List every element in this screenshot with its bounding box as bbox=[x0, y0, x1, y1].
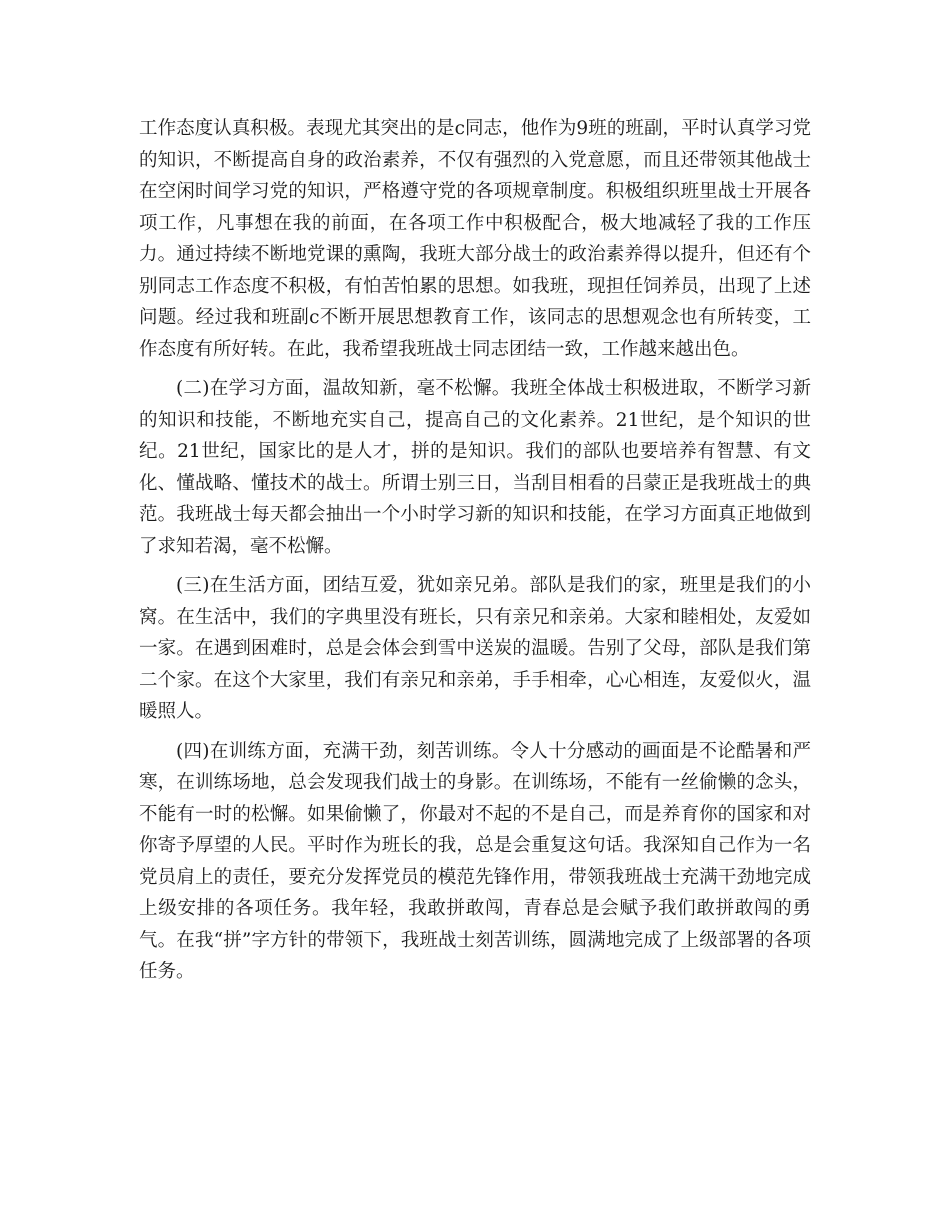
document-body bbox=[139, 113, 811, 996]
paragraph-training: (四)在训练方面，充满干劲，刻苦训练。令人十分感动的画面是不论酷暑和严寒，在训练场地，总会发现我们战士的身影。在训练场，不能有一丝偷懒的念头，不能有一时的松懈。如果偷懒了，你最对不起的不是自己，而是养育你的国家和对你寄予厚望的人民。平时作为班长的我，总是会重复这句话。我深知自己作为一名党员肩上的责任，要充分发挥党员的模范先锋作用，带领我班战士充满干劲地完成上级安排的各项任务。我年轻，我敢拼敢闯，青春总是会赋予我们敢拼敢闯的勇气。在我“拼”字方针的带领下，我班战士刻苦训练，圆满地完成了上级部署的各项任务。 bbox=[139, 740, 811, 982]
paragraph-work-attitude: 工作态度认真积极。表现尤其突出的是c同志，他作为9班的班副，平时认真学习党的知识，不断提高自身的政治素养，不仅有强烈的入党意愿，而且还带领其他战士在空闲时间学习党的知识，严格遵守党的各项规章制度。积极组织班里战士开展各项工作，凡事想在我的前面，在各项工作中积极配合，极大地减轻了我的工作压力。通过持续不断地党课的熏陶，我班大部分战士的政治素养得以提升，但还有个别同志工作态度不积极，有怕苦怕累的思想。如我班，现担任饲养员，出现了上述问题。经过我和班副c不断开展思想教育工作，该同志的思想观念也有所转变，工作态度有所好转。在此，我希望我班战士同志团结一致，工作越来越出色。 bbox=[139, 118, 811, 360]
paragraph-study: (二)在学习方面，温故知新，毫不松懈。我班全体战士积极进取，不断学习新的知识和技能，不断地充实自己，提高自己的文化素养。21世纪，是个知识的世纪。21世纪，国家比的是人才，拼的是知识。我们的部队也要培养有智慧、有文化、懂战略、懂技术的战士。所谓士别三日，当刮目相看的吕蒙正是我班战士的典范。我班战士每天都会抽出一个小时学习新的知识和技能，在学习方面真正地做到了求知若渴，毫不松懈。 bbox=[139, 378, 811, 557]
paragraph-life: (三)在生活方面，团结互爱，犹如亲兄弟。部队是我们的家，班里是我们的小窝。在生活中，我们的字典里没有班长，只有亲兄和亲弟。大家和睦相处，友爱如一家。在遇到困难时，总是会体会到雪中送炭的温暖。告别了父母，部队是我们第二个家。在这个大家里，我们有亲兄和亲弟，手手相牵，心心相连，友爱似火，温暖照人。 bbox=[139, 575, 811, 722]
